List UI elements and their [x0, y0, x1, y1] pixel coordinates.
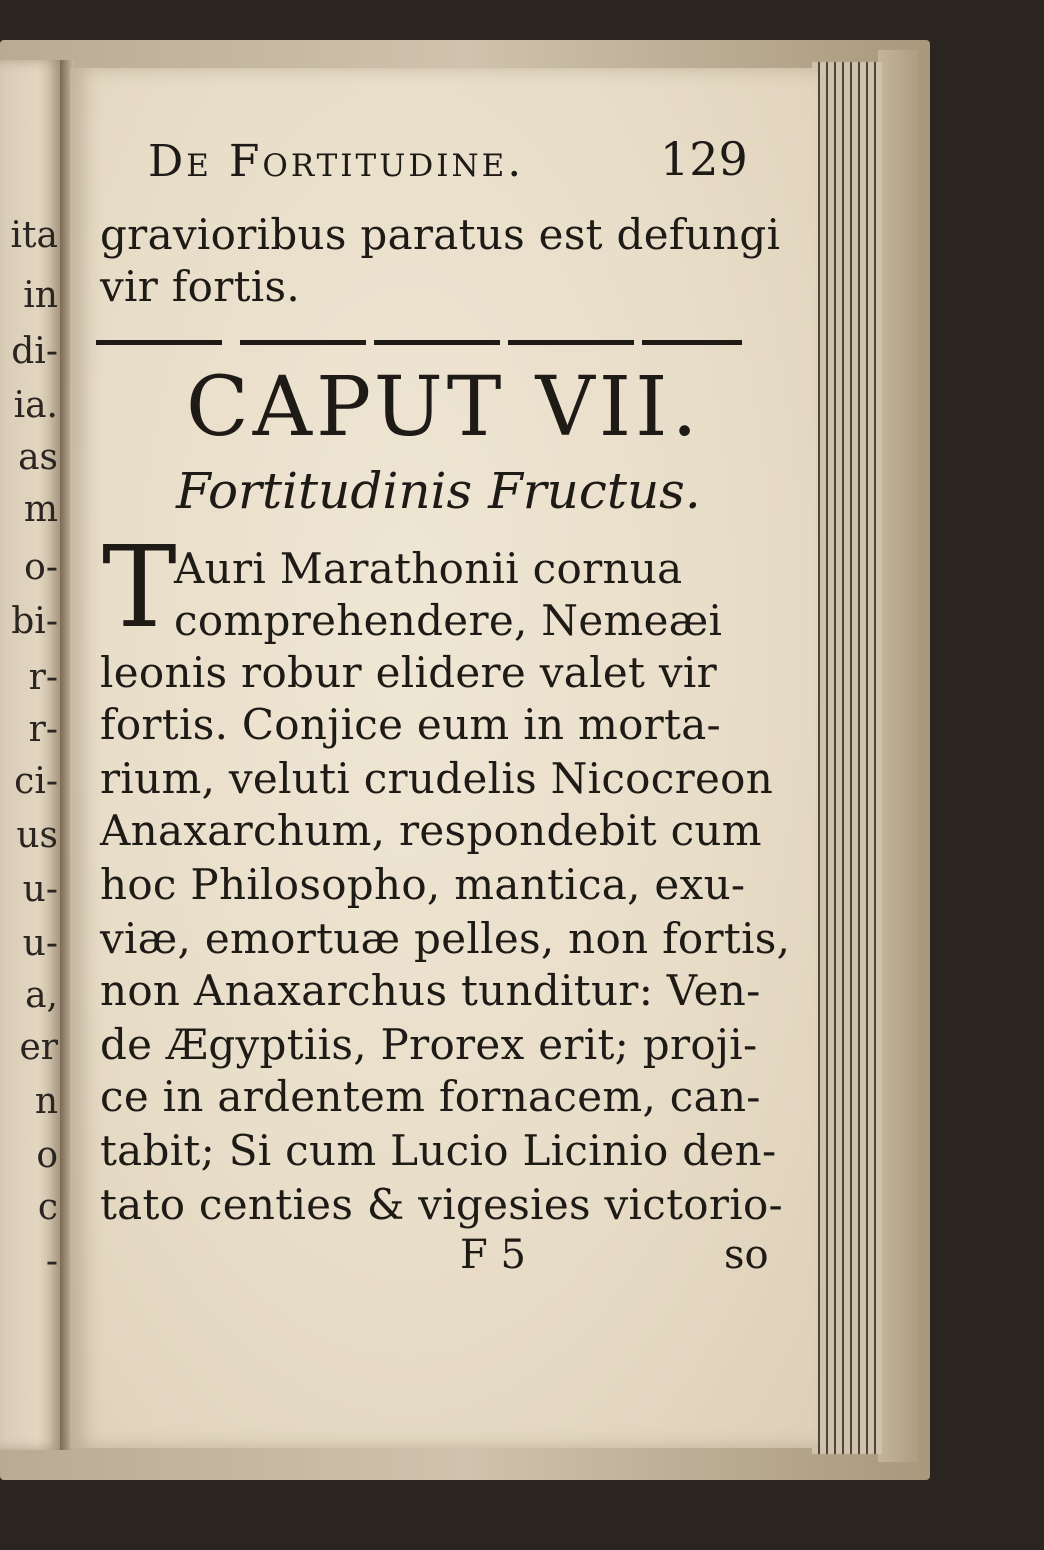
- left-fragment: er: [19, 1027, 58, 1068]
- left-fragment: bi-: [11, 601, 58, 642]
- intro-line: gravioribus paratus est defungi: [100, 210, 781, 259]
- ornamental-rule: [240, 340, 366, 345]
- body-line: leonis robur elidere valet vir: [100, 648, 717, 697]
- left-fragment: in: [23, 275, 58, 316]
- body-line: hoc Philosopho, mantica, exu-: [100, 860, 746, 909]
- intro-line: vir fortis.: [100, 262, 301, 311]
- left-fragment: m: [23, 489, 58, 530]
- left-fragment: n: [34, 1081, 58, 1122]
- left-fragment: o-: [24, 547, 58, 588]
- left-fragment: o: [36, 1135, 58, 1176]
- left-fragment: ci-: [14, 761, 58, 802]
- running-head: De Fortitudine.: [148, 136, 525, 187]
- left-fragment: r-: [28, 657, 58, 698]
- catchword: so: [724, 1232, 769, 1278]
- left-fragment: as: [18, 437, 58, 478]
- ornamental-rule: [374, 340, 500, 345]
- body-line: tabit; Si cum Lucio Licinio den-: [100, 1126, 777, 1175]
- left-fragment: di-: [11, 331, 58, 372]
- body-line: Auri Marathonii cornua: [174, 544, 683, 593]
- body-line: rium, veluti crudelis Nicocreon: [100, 754, 774, 803]
- left-fragment: r-: [28, 709, 58, 750]
- left-fragment: u-: [22, 869, 58, 910]
- body-line: Anaxarchum, respondebit cum: [100, 806, 762, 855]
- body-line: ce in ardentem fornacem, can-: [100, 1072, 761, 1121]
- body-line: de Ægyptiis, Prorex erit; proji-: [100, 1020, 758, 1069]
- page-block-outer: [878, 50, 918, 1462]
- chapter-subtitle: Fortitudinis Fructus.: [176, 462, 701, 520]
- left-fragment: c: [37, 1187, 58, 1228]
- page-number: 129: [660, 132, 748, 186]
- ornamental-rule: [642, 340, 742, 345]
- chapter-title: CAPUT VII.: [186, 360, 702, 455]
- left-fragment: ia.: [13, 385, 58, 426]
- ornamental-rule: [96, 340, 222, 345]
- body-line: comprehendere, Nemeæi: [174, 596, 723, 645]
- ornamental-rule: [508, 340, 634, 345]
- body-line: tato centies & vigesies victorio-: [100, 1180, 784, 1229]
- body-line: non Anaxarchus tunditur: Ven-: [100, 966, 761, 1015]
- left-page: [0, 60, 62, 1450]
- left-fragment: a,: [25, 975, 58, 1016]
- page-edges: [812, 62, 882, 1454]
- signature-mark: F 5: [460, 1232, 526, 1278]
- body-line: fortis. Conjice eum in morta-: [100, 700, 722, 749]
- left-fragment: us: [16, 815, 58, 856]
- left-fragment: ita: [10, 215, 58, 256]
- body-line: viæ, emortuæ pelles, non fortis,: [100, 914, 791, 963]
- drop-cap: T: [102, 523, 177, 653]
- left-fragment: u-: [22, 923, 58, 964]
- left-fragment: -: [45, 1241, 58, 1282]
